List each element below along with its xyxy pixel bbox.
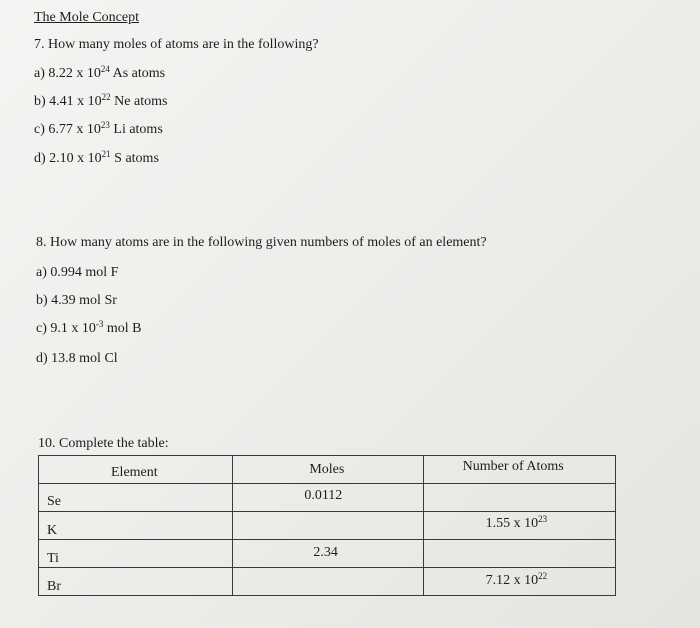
cell-moles[interactable] [233,568,423,596]
page-title: The Mole Concept [34,10,139,25]
cell-moles[interactable]: 2.34 [233,540,423,568]
q7-item-a: a) 8.22 x $10^{24}$ As atoms [34,64,166,81]
question-10-prompt: 10. Complete the table: [38,436,169,451]
q7-item-b: b) 4.41 x $10^{22}$ Ne atoms [34,92,168,109]
element-table [38,455,616,596]
header-element: Element [39,456,233,484]
cell-moles[interactable]: 0.0112 [233,484,423,512]
q8-item-a: a) 0.994 mol F [36,265,119,280]
table-row [39,484,616,512]
cell-element: Ti [39,540,233,568]
cell-moles[interactable] [233,512,423,540]
table-header-row [39,456,616,484]
header-number-of-atoms: Number of Atoms [423,456,615,484]
cell-atoms[interactable]: 1.55 x $10^{23}$ [423,512,615,540]
q8-item-d: d) 13.8 mol Cl [36,351,118,366]
cell-element: K [39,512,233,540]
table-row [39,540,616,568]
table-row [39,568,616,596]
header-moles: Moles [233,456,423,484]
cell-element: Br [39,568,233,596]
cell-atoms[interactable]: 7.12 x $10^{22}$ [423,568,615,596]
q7-item-c: c) 6.77 x $10^{23}$ Li atoms [34,120,163,137]
question-8-prompt: 8. How many atoms are in the following given numbers of moles of an element? [36,235,487,250]
cell-element: Se [39,484,233,512]
q8-item-c: c) 9.1 x $10^{-3}$ mol B [36,319,142,336]
cell-atoms[interactable] [423,484,615,512]
q8-item-b: b) 4.39 mol Sr [36,293,117,308]
cell-atoms[interactable] [423,540,615,568]
table-row [39,512,616,540]
q7-item-d: d) 2.10 x $10^{21}$ S atoms [34,149,159,166]
question-7-prompt: 7. How many moles of atoms are in the following? [34,37,319,52]
